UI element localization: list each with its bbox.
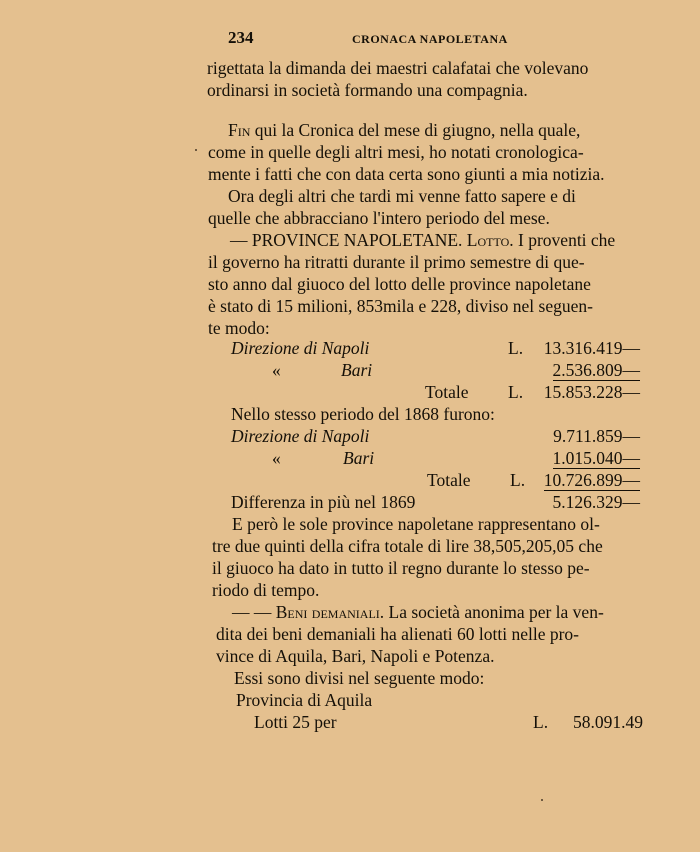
text-line: — PROVINCE NAPOLETANE. Lotto. I proventi che: [230, 230, 616, 250]
currency-symbol: L.: [510, 470, 526, 490]
text-line: quelle che abbracciano l'intero periodo del mese.: [208, 208, 550, 228]
table-row-label: Direzione di Napoli: [231, 338, 370, 358]
total-label: Totale: [425, 382, 469, 402]
currency-symbol: L.: [533, 712, 549, 732]
total-label: Totale: [427, 470, 471, 490]
ditto-mark: «: [272, 448, 281, 468]
text-line: — — Beni demaniali. La società anonima per la ven-: [232, 602, 604, 622]
text-line: sto anno dal giuoco del lotto delle province napoletane: [208, 274, 591, 294]
text-line: riodo di tempo.: [212, 580, 320, 600]
table-value: 1.015.040—: [552, 448, 640, 468]
text-line: il giuoco ha dato in tutto il regno durante lo stesso pe-: [212, 558, 590, 578]
text-line: Fin qui la Cronica del mese di giugno, nella quale,: [228, 120, 581, 140]
text-line: ordinarsi in società formando una compagnia.: [207, 80, 528, 100]
ditto-mark: «: [272, 360, 281, 380]
text-line: tre due quinti della cifra totale di lire 38,505,205,05 che: [212, 536, 603, 556]
text-line: vince di Aquila, Bari, Napoli e Potenza.: [216, 646, 495, 666]
text-line: E però le sole province napoletane rappresentano ol-: [232, 514, 600, 534]
small-caps-subject: Beni demaniali.: [275, 602, 385, 622]
text-line: è stato di 15 milioni, 853mila e 228, diviso nel seguen-: [208, 296, 593, 316]
table-value: 13.316.419—: [543, 338, 640, 358]
text-line: il governo ha ritratti durante il primo semestre di que-: [208, 252, 585, 272]
text-line: rigettata la dimanda dei maestri calafatai che volevano: [207, 58, 589, 78]
text-line: te modo:: [208, 318, 270, 338]
scan-speck: [541, 799, 543, 801]
total-value: 15.853.228—: [543, 382, 640, 402]
text-line: Essi sono divisi nel seguente modo:: [234, 668, 485, 688]
text-line: Provincia di Aquila: [236, 690, 373, 710]
table-row-label: Direzione di Napoli: [231, 426, 370, 446]
lotti-label: Lotti 25 per: [254, 712, 337, 732]
scan-speck: [195, 149, 197, 151]
difference-value: 5.126.329—: [552, 492, 640, 512]
currency-symbol: L.: [508, 338, 524, 358]
text-line: Ora degli altri che tardi mi venne fatto sapere e di: [228, 186, 576, 206]
table-value: 9.711.859—: [553, 426, 640, 446]
text-line: mente i fatti che con data certa sono giunti a mia notizia.: [208, 164, 605, 184]
table-row-label: Bari: [343, 448, 375, 468]
small-caps-lead: Fin: [228, 120, 251, 140]
text-line: come in quelle degli altri mesi, ho notati cronologica-: [208, 142, 584, 162]
table-row-label: Bari: [341, 360, 373, 380]
text-line: Nello stesso periodo del 1868 furono:: [231, 404, 495, 424]
table-value: 2.536.809—: [552, 360, 640, 380]
section-heading: — PROVINCE NAPOLETANE.: [230, 230, 463, 250]
page-number: 234: [228, 28, 254, 47]
lotti-value: 58.091.49: [573, 712, 643, 732]
difference-label: Differenza in più nel 1869: [231, 492, 416, 512]
currency-symbol: L.: [508, 382, 524, 402]
small-caps-subject: Lotto.: [466, 230, 514, 250]
total-value: 10.726.899—: [543, 470, 640, 490]
running-title: CRONACA NAPOLETANA: [352, 32, 508, 46]
text-line: dita dei beni demaniali ha alienati 60 lotti nelle pro-: [216, 624, 580, 644]
